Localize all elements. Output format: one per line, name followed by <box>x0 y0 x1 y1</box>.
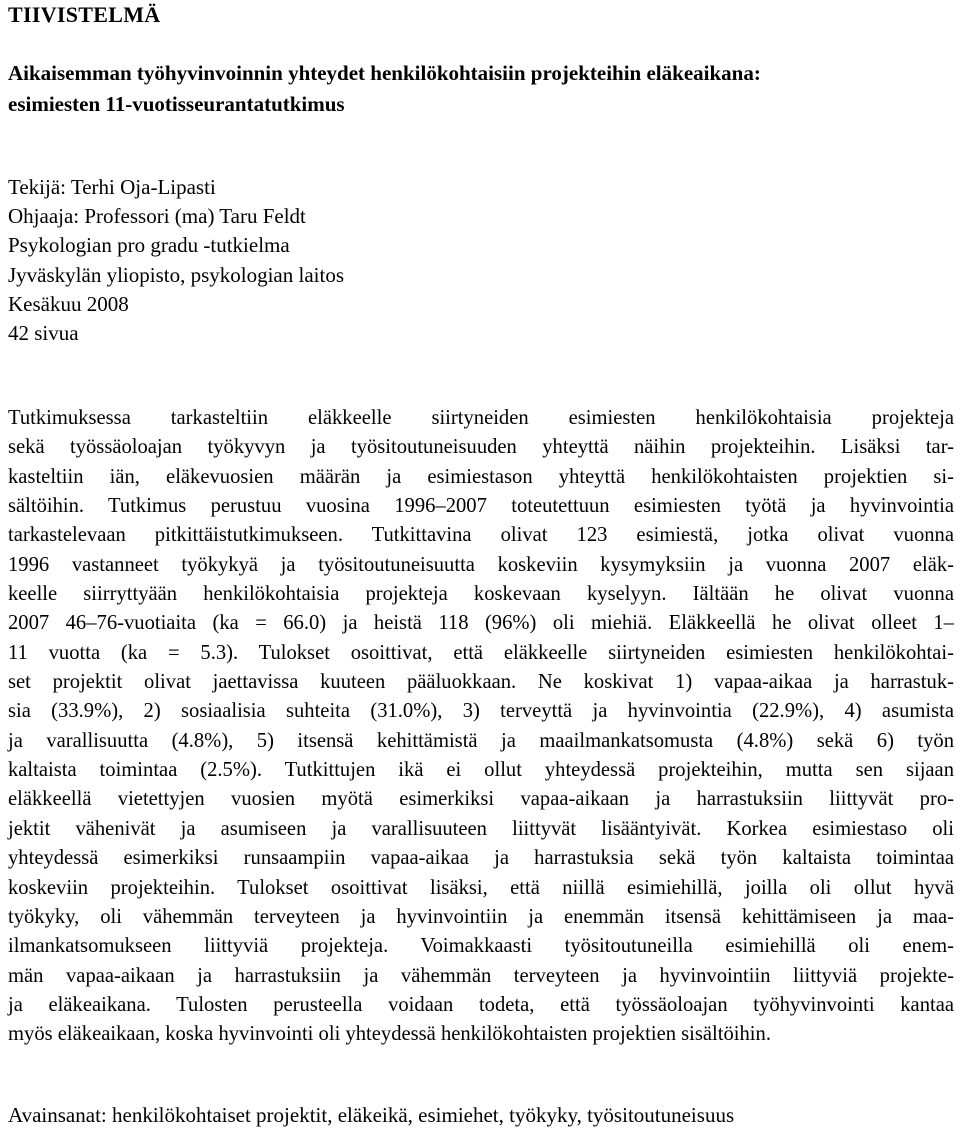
abstract-line: jektit vähenivät ja asumiseen ja varallisuuteen liittyvät lisääntyivät. Korkea esimiestaso oli <box>8 817 954 840</box>
page-count-line: 42 sivua <box>8 321 79 346</box>
abstract-line: työkyky, oli vähemmän terveyteen ja hyvinvointiin ja enemmän itsensä kehittämiseen ja maa- <box>8 905 954 928</box>
abstract-line: ja eläkeaikana. Tulosten perusteella voidaan todeta, että työssäoloajan työhyvinvointi kantaa <box>8 993 954 1016</box>
abstract-line: myös eläkeaikaan, koska hyvinvointi oli yhteydessä henkilökohtaisten projektien sisältöihin. <box>8 1023 771 1046</box>
abstract-line: koskeviin projekteihin. Tulokset osoittivat lisäksi, että niillä esimiehillä, joilla oli ollut hyvä <box>8 876 954 899</box>
date-line: Kesäkuu 2008 <box>8 291 129 316</box>
abstract-line: tarkastelevaan pitkittäistutkimukseen. Tutkittavina olivat 123 esimiestä, jotka olivat vuonna <box>8 524 954 547</box>
thesis-title-line: esimiesten 11-vuotisseurantatutkimus <box>8 92 345 116</box>
abstract-line: Tutkimuksessa tarkasteltiin eläkkeelle siirtyneiden esimiesten henkilökohtaisia projekteja <box>8 407 954 429</box>
thesis-title-line: Aikaisemman työhyvinvoinnin yhteydet henkilökohtaisiin projekteihin eläkeaikana: <box>8 61 761 85</box>
abstract-line: sia (33.9%), 2) sosiaalisia suhteita (31.0%), 3) terveyttä ja hyvinvointia (22.9%), 4) asumista <box>8 700 954 723</box>
abstract-line: ja varallisuutta (4.8%), 5) itsensä kehittämistä ja maailmankatsomusta (4.8%) sekä 6) työn <box>8 729 954 752</box>
abstract-line: keelle siirryttyään henkilökohtaisia projekteja koskevaan kyselyyn. Iältään he olivat vuonna <box>8 583 954 606</box>
abstract-line: sekä työssäoloajan työkyvyn ja työsitoutuneisuuden yhteyttä näihin projekteihin. Lisäksi tar- <box>8 436 954 459</box>
abstract-body <box>8 404 954 1050</box>
abstract-line: yhteydessä esimerkiksi runsaampiin vapaa-aikaa ja harrastuksia sekä työn kaltaista toimintaa <box>8 847 954 870</box>
abstract-line: 2007 46–76-vuotiaita (ka = 66.0) ja heistä 118 (96%) oli miehiä. Eläkkeellä he olivat olleet 1– <box>8 612 954 635</box>
abstract-line: 1996 vastanneet työkykyä ja työsitoutuneisuutta koskeviin kysymyksiin ja vuonna 2007 eläk- <box>8 553 954 576</box>
thesis-title <box>8 58 958 120</box>
author-line: Tekijä: Terhi Oja-Lipasti <box>8 175 216 199</box>
supervisor-line: Ohjaaja: Professori (ma) Taru Feldt <box>8 204 306 229</box>
abstract-line: set projektit olivat jaettavissa kuuteen pääluokkaan. Ne koskivat 1) vapaa-aikaa ja harrastuk- <box>8 671 954 694</box>
university-line: Jyväskylän yliopisto, psykologian laitos <box>8 262 344 287</box>
abstract-line: män vapaa-aikaan ja harrastuksiin ja vähemmän terveyteen ja hyvinvointiin liittyviä projekte- <box>8 964 954 987</box>
abstract-line: kasteltiin iän, eläkevuosien määrän ja esimiestason yhteyttä henkilökohtaisten projektien si- <box>8 465 954 488</box>
abstract-line: eläkkeellä vietettyjen vuosien myötä esimerkiksi vapaa-aikaan ja harrastuksiin liittyvät pro- <box>8 788 954 811</box>
thesis-metadata <box>8 173 344 348</box>
thesis-type-line: Psykologian pro gradu -tutkielma <box>8 233 290 258</box>
keywords: Avainsanat: henkilökohtaiset projektit, eläkeikä, esimiehet, työkyky, työsitoutuneisuus <box>8 1103 735 1127</box>
abstract-line: 11 vuotta (ka = 5.3). Tulokset osoittivat, että eläkkeelle siirtyneiden esimiesten henkilökohtai- <box>8 641 954 664</box>
page-heading: TIIVISTELMÄ <box>8 2 161 27</box>
abstract-line: ilmankatsomukseen liittyviä projekteja. Voimakkaasti työsitoutuneilla esimiehillä oli enem- <box>8 935 954 958</box>
abstract-line: kaltaista toimintaa (2.5%). Tutkittujen ikä ei ollut yhteydessä projekteihin, mutta sen sijaan <box>8 759 954 782</box>
abstract-line: sältöihin. Tutkimus perustuu vuosina 1996–2007 toteutettuun esimiesten työtä ja hyvinvointia <box>8 495 954 518</box>
